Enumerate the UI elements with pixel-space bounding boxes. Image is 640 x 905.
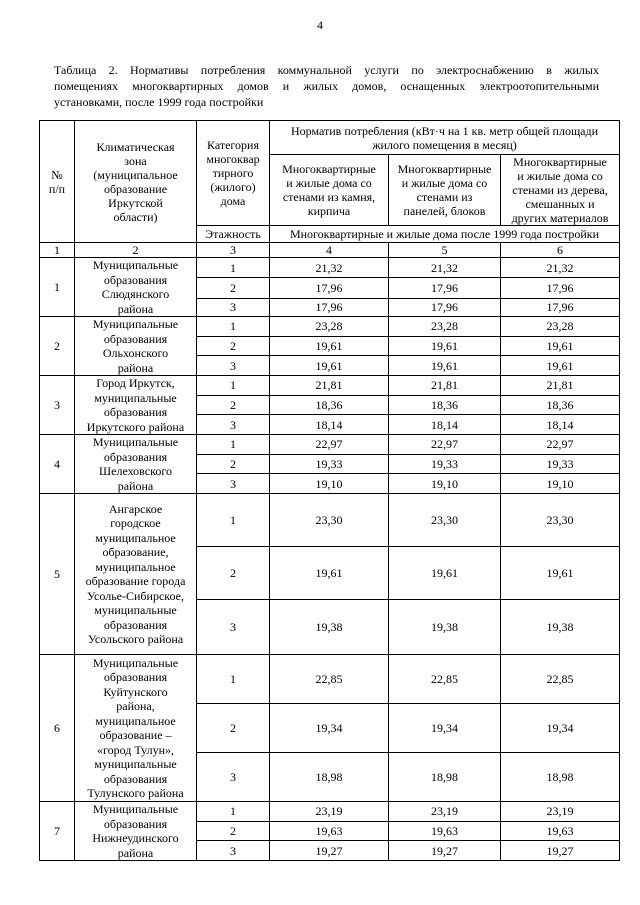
page-number: 4 bbox=[317, 18, 323, 32]
value-wood-mixed: 18,36 bbox=[501, 395, 620, 415]
municipality-name bbox=[75, 258, 197, 317]
value-panels-blocks: 23,19 bbox=[389, 802, 501, 822]
value-panels-blocks: 19,63 bbox=[389, 821, 501, 841]
cell-line: Муниципальные bbox=[92, 435, 179, 449]
group-number: 4 bbox=[40, 435, 75, 494]
value-stone-brick: 23,19 bbox=[270, 802, 389, 822]
value-stone-brick: 19,63 bbox=[270, 821, 389, 841]
value-wood-mixed: 18,14 bbox=[501, 415, 620, 435]
value-wood-mixed: 18,98 bbox=[501, 753, 620, 802]
value-panels-blocks: 19,27 bbox=[389, 841, 501, 861]
cell-line: Усолье-Сибирское, bbox=[87, 588, 184, 603]
value-wood-mixed: 22,97 bbox=[501, 435, 620, 455]
cell-line: Нижнеудинского bbox=[92, 831, 179, 845]
floor-count: 3 bbox=[197, 474, 270, 494]
cell-line: района bbox=[117, 845, 154, 860]
cell-line: других материалов bbox=[511, 211, 609, 225]
cell-line: образование – bbox=[99, 728, 172, 742]
value-panels-blocks: 23,28 bbox=[389, 317, 501, 337]
floor-count: 2 bbox=[197, 278, 270, 298]
cell-line: и жилые дома со bbox=[517, 169, 603, 183]
cell-line: дома bbox=[220, 194, 246, 208]
value-wood-mixed: 19,33 bbox=[501, 454, 620, 474]
cell-line: Многоквартирные bbox=[513, 155, 607, 169]
cell-line: района bbox=[117, 360, 154, 375]
value-wood-mixed: 19,61 bbox=[501, 336, 620, 356]
value-wood-mixed: 17,96 bbox=[501, 278, 620, 298]
value-stone-brick: 21,81 bbox=[270, 376, 389, 396]
cell-line: района bbox=[117, 301, 154, 316]
floor-count: 2 bbox=[197, 454, 270, 474]
value-wood-mixed: 19,34 bbox=[501, 704, 620, 753]
index-cell: 2 bbox=[75, 243, 197, 258]
cell-line: кирпича bbox=[307, 204, 351, 218]
value-panels-blocks: 21,32 bbox=[389, 258, 501, 278]
value-stone-brick: 18,36 bbox=[270, 395, 389, 415]
cell-line: района, bbox=[116, 699, 155, 713]
value-stone-brick: 18,14 bbox=[270, 415, 389, 435]
value-panels-blocks: 18,36 bbox=[389, 395, 501, 415]
cell-line: Муниципальные bbox=[92, 802, 179, 816]
cell-line: жилого помещения в месяц) bbox=[372, 137, 517, 152]
header-col6-wood-mixed bbox=[501, 155, 620, 226]
floor-count: 2 bbox=[197, 704, 270, 753]
cell-line: образования bbox=[103, 816, 168, 831]
group-number: 1 bbox=[40, 258, 75, 317]
cell-line: Климатическая bbox=[96, 139, 175, 154]
table-row bbox=[40, 376, 620, 396]
index-cell: 6 bbox=[501, 243, 620, 258]
index-cell: 3 bbox=[197, 243, 270, 258]
floor-count: 3 bbox=[197, 841, 270, 861]
cell-line: Многоквартирные bbox=[397, 162, 492, 176]
cell-line: Слюдянского bbox=[101, 287, 170, 301]
value-panels-blocks: 17,96 bbox=[389, 298, 501, 316]
value-wood-mixed: 21,32 bbox=[501, 258, 620, 278]
value-panels-blocks: 21,81 bbox=[389, 376, 501, 396]
value-stone-brick: 19,10 bbox=[270, 474, 389, 494]
header-number bbox=[40, 121, 75, 243]
cell-line: смешанных и bbox=[525, 197, 595, 211]
table-caption bbox=[54, 62, 599, 110]
value-stone-brick: 19,61 bbox=[270, 547, 389, 600]
floor-count: 1 bbox=[197, 655, 270, 704]
header-climate-zone bbox=[75, 121, 197, 243]
group-number: 7 bbox=[40, 802, 75, 861]
value-stone-brick: 23,30 bbox=[270, 494, 389, 547]
floor-count: 2 bbox=[197, 395, 270, 415]
column-index-row bbox=[40, 243, 620, 258]
value-wood-mixed: 19,10 bbox=[501, 474, 620, 494]
table-row bbox=[40, 494, 620, 547]
consumption-norms-table bbox=[39, 120, 620, 861]
value-panels-blocks: 22,85 bbox=[389, 655, 501, 704]
cell-line: многоквар bbox=[206, 152, 260, 166]
cell-line: образования bbox=[103, 617, 168, 632]
value-stone-brick: 19,34 bbox=[270, 704, 389, 753]
value-stone-brick: 17,96 bbox=[270, 278, 389, 298]
floor-count: 1 bbox=[197, 317, 270, 337]
value-panels-blocks: 17,96 bbox=[389, 278, 501, 298]
value-stone-brick: 19,38 bbox=[270, 600, 389, 655]
cell-line: тирного bbox=[212, 166, 254, 180]
header-normative bbox=[270, 121, 620, 155]
municipality-name bbox=[75, 435, 197, 494]
floor-count: 1 bbox=[197, 494, 270, 547]
floor-count: 2 bbox=[197, 547, 270, 600]
municipality-name bbox=[75, 494, 197, 655]
group-number: 6 bbox=[40, 655, 75, 802]
floor-count: 3 bbox=[197, 415, 270, 435]
value-panels-blocks: 22,97 bbox=[389, 435, 501, 455]
floor-count: 1 bbox=[197, 802, 270, 822]
value-stone-brick: 19,61 bbox=[270, 336, 389, 356]
header-floors: Этажность bbox=[197, 226, 270, 243]
cell-line: Норматив потребления (кВт·ч на 1 кв. метр общей площади bbox=[290, 123, 599, 138]
cell-line: Категория bbox=[207, 138, 259, 152]
cell-line: п/п bbox=[48, 181, 66, 196]
cell-line: образования bbox=[103, 449, 168, 464]
cell-line: образования bbox=[103, 331, 168, 346]
cell-line: образования bbox=[103, 272, 168, 287]
cell-line: панелей, блоков bbox=[403, 204, 486, 218]
municipality-name bbox=[75, 317, 197, 376]
value-wood-mixed: 19,61 bbox=[501, 356, 620, 376]
cell-line: Иркутской bbox=[108, 195, 163, 210]
cell-line: образование города bbox=[85, 574, 186, 588]
header-category bbox=[197, 121, 270, 226]
value-panels-blocks: 23,30 bbox=[389, 494, 501, 547]
group-number: 5 bbox=[40, 494, 75, 655]
cell-line: городское bbox=[110, 516, 161, 530]
value-wood-mixed: 23,19 bbox=[501, 802, 620, 822]
value-panels-blocks: 18,14 bbox=[389, 415, 501, 435]
cell-line: Иркутского района bbox=[86, 419, 185, 434]
cell-line: района bbox=[117, 478, 154, 493]
value-stone-brick: 18,98 bbox=[270, 753, 389, 802]
cell-line: Многоквартирные bbox=[282, 162, 376, 176]
cell-line: зона bbox=[124, 153, 147, 168]
value-panels-blocks: 19,10 bbox=[389, 474, 501, 494]
value-panels-blocks: 19,33 bbox=[389, 454, 501, 474]
cell-line: образования bbox=[103, 670, 168, 684]
header-col4-stone-brick bbox=[270, 155, 389, 226]
cell-line: Ольхонского bbox=[102, 346, 169, 360]
value-wood-mixed: 19,61 bbox=[501, 547, 620, 600]
cell-line: образование bbox=[103, 181, 168, 196]
value-stone-brick: 23,28 bbox=[270, 317, 389, 337]
cell-line: Тулунского района bbox=[87, 786, 184, 800]
floor-count: 1 bbox=[197, 258, 270, 278]
cell-line: Город Иркутск, bbox=[96, 376, 175, 390]
value-stone-brick: 22,97 bbox=[270, 435, 389, 455]
caption-line: Таблица 2. Нормативы потребления коммунальной услуги по электроснабжению в жилых bbox=[54, 63, 599, 77]
value-wood-mixed: 22,85 bbox=[501, 655, 620, 704]
table-row bbox=[40, 258, 620, 278]
cell-line: образования bbox=[103, 405, 168, 419]
table-row bbox=[40, 317, 620, 337]
value-panels-blocks: 19,61 bbox=[389, 356, 501, 376]
floor-count: 3 bbox=[197, 298, 270, 316]
floor-count: 2 bbox=[197, 821, 270, 841]
index-cell: 5 bbox=[389, 243, 501, 258]
value-wood-mixed: 23,28 bbox=[501, 317, 620, 337]
value-stone-brick: 21,32 bbox=[270, 258, 389, 278]
index-cell: 1 bbox=[40, 243, 75, 258]
cell-line: стенами из bbox=[416, 190, 473, 204]
value-panels-blocks: 19,34 bbox=[389, 704, 501, 753]
cell-line: муниципальное bbox=[95, 559, 176, 574]
header-after-1999: Многоквартирные и жилые дома после 1999 года постройки bbox=[270, 226, 620, 243]
value-wood-mixed: 19,27 bbox=[501, 841, 620, 861]
value-wood-mixed: 23,30 bbox=[501, 494, 620, 547]
cell-line: (муниципальное bbox=[93, 167, 178, 182]
cell-line: муниципальное bbox=[95, 530, 176, 545]
cell-line: стенами из камня, bbox=[282, 190, 376, 204]
cell-line: Усольского района bbox=[87, 632, 184, 646]
cell-line: муниципальные bbox=[94, 603, 177, 617]
header-col5-panels-blocks bbox=[389, 155, 501, 226]
cell-line: № bbox=[51, 167, 63, 182]
cell-line: муниципальные bbox=[94, 390, 177, 405]
cell-line: стенами из дерева, bbox=[512, 183, 608, 197]
cell-line: и жилые дома со bbox=[286, 176, 372, 190]
floor-count: 3 bbox=[197, 753, 270, 802]
cell-line: Муниципальные bbox=[92, 258, 179, 272]
floor-count: 2 bbox=[197, 336, 270, 356]
caption-line: установками, после 1999 года постройки bbox=[54, 95, 264, 109]
cell-line: муниципальные bbox=[94, 757, 177, 771]
value-wood-mixed: 19,38 bbox=[501, 600, 620, 655]
value-panels-blocks: 19,38 bbox=[389, 600, 501, 655]
caption-line: помещениях многоквартирных домов и жилых домов, оснащенных электроотопительными bbox=[54, 79, 599, 93]
cell-line: и жилые дома со bbox=[401, 176, 488, 190]
value-stone-brick: 17,96 bbox=[270, 298, 389, 316]
cell-line: Муниципальные bbox=[92, 317, 179, 331]
cell-line: Шелеховского bbox=[99, 464, 172, 478]
cell-line: «город Тулун», bbox=[97, 742, 174, 757]
cell-line: образования bbox=[103, 771, 168, 786]
value-stone-brick: 19,61 bbox=[270, 356, 389, 376]
municipality-name bbox=[75, 376, 197, 435]
value-panels-blocks: 19,61 bbox=[389, 336, 501, 356]
value-wood-mixed: 17,96 bbox=[501, 298, 620, 316]
floor-count: 1 bbox=[197, 376, 270, 396]
table-row bbox=[40, 802, 620, 822]
cell-line: муниципальное bbox=[95, 713, 176, 728]
group-number: 2 bbox=[40, 317, 75, 376]
value-stone-brick: 19,27 bbox=[270, 841, 389, 861]
municipality-name bbox=[75, 802, 197, 861]
value-stone-brick: 22,85 bbox=[270, 655, 389, 704]
floor-count: 3 bbox=[197, 600, 270, 655]
table-row bbox=[40, 435, 620, 455]
value-wood-mixed: 19,63 bbox=[501, 821, 620, 841]
cell-line: Куйтунского bbox=[103, 684, 168, 699]
cell-line: Ангарское bbox=[108, 501, 163, 516]
cell-line: области) bbox=[113, 209, 158, 224]
cell-line: Муниципальные bbox=[92, 655, 179, 670]
floor-count: 3 bbox=[197, 356, 270, 376]
group-number: 3 bbox=[40, 376, 75, 435]
value-wood-mixed: 21,81 bbox=[501, 376, 620, 396]
cell-line: (жилого) bbox=[210, 180, 256, 194]
municipality-name bbox=[75, 655, 197, 802]
floor-count: 1 bbox=[197, 435, 270, 455]
cell-line: образование, bbox=[102, 545, 169, 559]
value-panels-blocks: 19,61 bbox=[389, 547, 501, 600]
index-cell: 4 bbox=[270, 243, 389, 258]
value-panels-blocks: 18,98 bbox=[389, 753, 501, 802]
table-row bbox=[40, 655, 620, 704]
value-stone-brick: 19,33 bbox=[270, 454, 389, 474]
